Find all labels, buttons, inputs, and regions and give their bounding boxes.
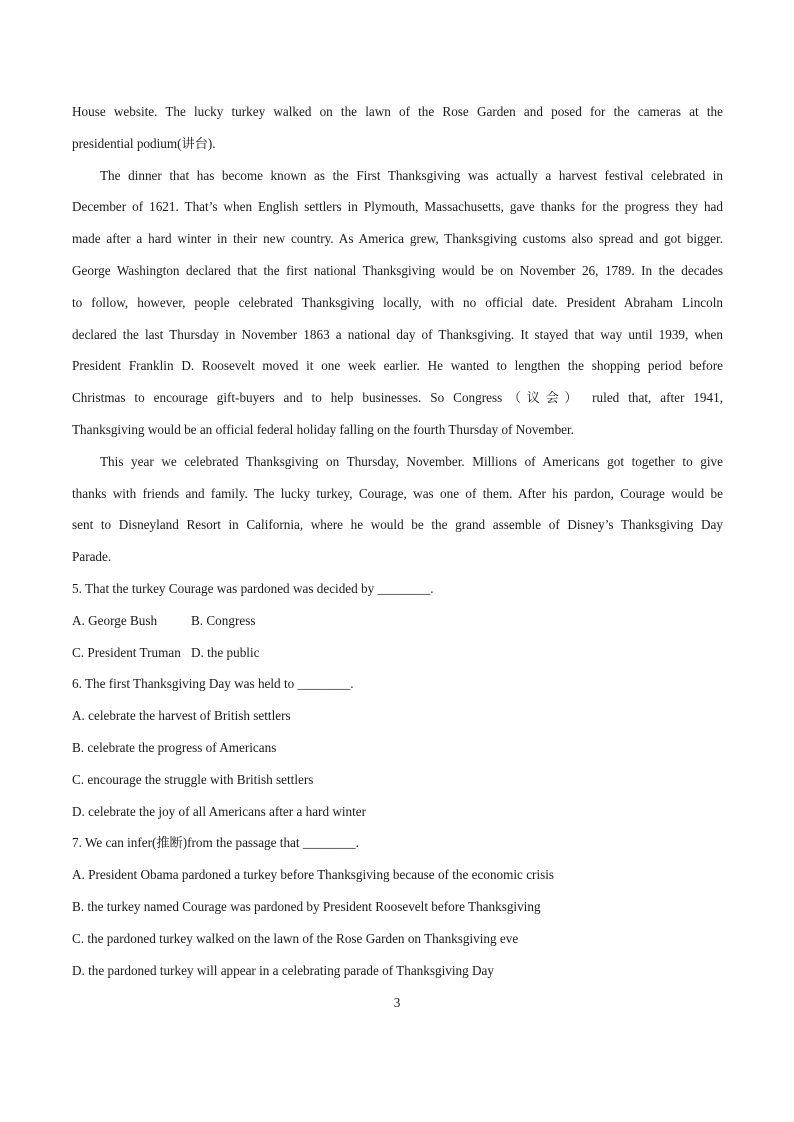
option-a: A. President Obama pardoned a turkey before Thanksgiving because of the economic crisis	[72, 867, 555, 883]
paragraph-line: to follow, however, people celebrated Thanksgiving locally, with no official date. President Abraham Lincoln	[72, 294, 723, 310]
paragraph-line: declared the last Thursday in November 1863 a national day of Thanksgiving. It stayed that way until 1939, when	[72, 326, 723, 342]
paragraph-line: sent to Disneyland Resort in California, where he would be the grand assemble of Disney’s Thanksgiving Day	[72, 517, 723, 533]
question-6	[72, 668, 723, 827]
option-c: C. encourage the struggle with British settlers	[72, 771, 314, 787]
option-c: C. the pardoned turkey walked on the lawn of the Rose Garden on Thanksgiving eve	[72, 930, 519, 946]
option-a: A. celebrate the harvest of British settlers	[72, 708, 291, 724]
option-d: D. celebrate the joy of all Americans after a hard winter	[72, 803, 367, 819]
paragraph-3	[72, 446, 723, 573]
paragraph-2	[72, 160, 723, 446]
option-c: C. President Truman	[72, 644, 181, 660]
option-d: D. the public	[191, 644, 260, 660]
option-row	[72, 605, 723, 637]
paragraph-line: Thanksgiving would be an official federal holiday falling on the fourth Thursday of November.	[72, 421, 574, 437]
option-b: B. the turkey named Courage was pardoned by President Roosevelt before Thanksgiving	[72, 898, 541, 914]
question-stem: 5. That the turkey Courage was pardoned was decided by ________.	[72, 580, 434, 596]
paragraph-line: Christmas to encourage gift-buyers and to help businesses. So Congress（议会） ruled that, after 1941,	[72, 390, 723, 406]
paragraph-line: George Washington declared that the first national Thanksgiving would be on November 26, 1789. In the decades	[72, 262, 723, 278]
document-page	[72, 96, 723, 986]
question-stem: 7. We can infer(推断)from the passage that ________.	[72, 835, 359, 851]
paragraph-line: made after a hard winter in their new country. As America grew, Thanksgiving customs also spread and got bigger.	[72, 231, 723, 247]
paragraph-1	[72, 96, 723, 160]
question-7	[72, 827, 723, 986]
question-5	[72, 573, 723, 668]
option-row	[72, 637, 723, 669]
option-b: B. celebrate the progress of Americans	[72, 739, 277, 755]
option-d: D. the pardoned turkey will appear in a celebrating parade of Thanksgiving Day	[72, 962, 494, 978]
paragraph-line: December of 1621. That’s when English settlers in Plymouth, Massachusetts, gave thanks for the progress they had	[72, 199, 723, 215]
paragraph-line: The dinner that has become known as the First Thanksgiving was actually a harvest festival celebrated in	[100, 167, 723, 183]
option-b: B. Congress	[191, 612, 256, 628]
paragraph-line: presidential podium(讲台).	[72, 135, 216, 151]
paragraph-line: Parade.	[72, 549, 112, 565]
paragraph-line: This year we celebrated Thanksgiving on Thursday, November. Millions of Americans got together to give	[100, 453, 723, 469]
paragraph-line: thanks with friends and family. The lucky turkey, Courage, was one of them. After his pardon, Courage would be	[72, 485, 723, 501]
paragraph-line: House website. The lucky turkey walked on the lawn of the Rose Garden and posed for the cameras at the	[72, 104, 723, 119]
paragraph-line: President Franklin D. Roosevelt moved it one week earlier. He wanted to lengthen the shopping period before	[72, 358, 723, 374]
page-number: 3	[393, 995, 401, 1010]
option-a: A. George Bush	[72, 612, 158, 628]
question-stem: 6. The first Thanksgiving Day was held to ________.	[72, 676, 354, 692]
